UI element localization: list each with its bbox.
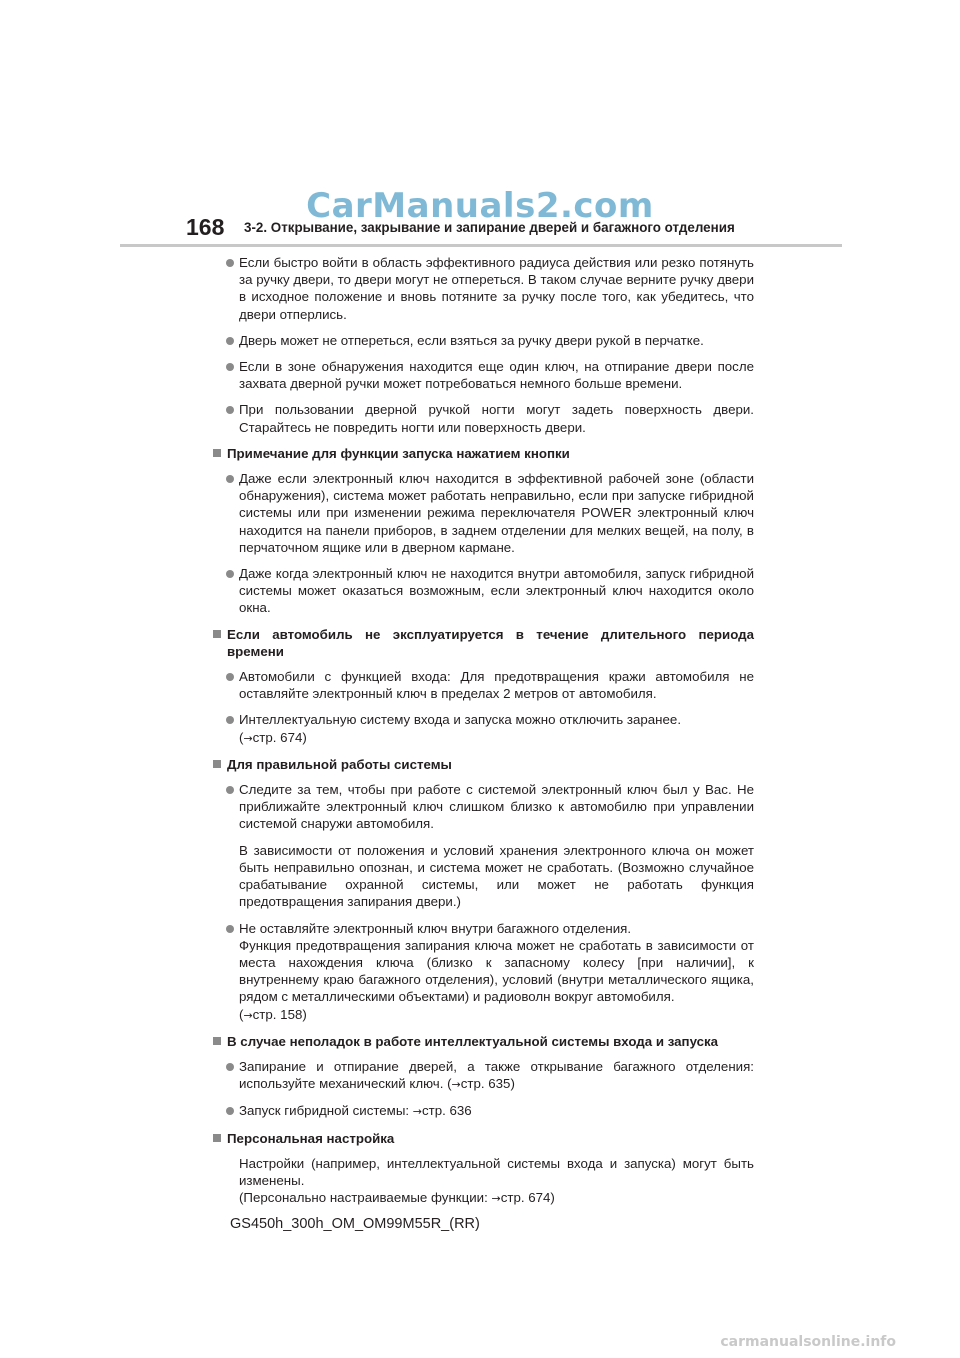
- subheading-text: Примечание для функции запуска нажатием кнопки: [227, 445, 570, 461]
- circle-bullet-icon: [226, 1107, 234, 1115]
- paragraph: [212, 1155, 754, 1208]
- bullet-text-main: Запуск гибридной системы:: [239, 1103, 410, 1119]
- square-heading-icon: [213, 1037, 221, 1045]
- bullet-item: [212, 711, 754, 746]
- bullet-text: Даже если электронный ключ находится в эффективной рабочей зоне (области обнаружения), система может работать неправильно, если при запуске гибридной системы или при изменении режима переключателя POWER электронный ключ находится на панели приборов, в заднем отделении для мелких вещей, на полу, в перчаточном ящике или в дверном кармане.: [239, 471, 754, 555]
- bullet-text-main: Интеллектуальную систему входа и запуска можно отключить заранее.: [239, 712, 682, 728]
- bullet-text: Дверь может не отпереться, если взяться за ручку двери рукой в перчатке.: [239, 332, 704, 348]
- arrow-right-icon: →: [491, 1192, 501, 1206]
- subheading: [212, 445, 754, 462]
- bullet-text: Автомобили с функцией входа: Для предотвращения кражи автомобиля не оставляйте электронный ключ в пределах 2 метров от автомобиля.: [239, 669, 754, 702]
- content: [212, 254, 754, 1216]
- arrow-right-icon: →: [451, 1078, 461, 1092]
- bullet-item: [212, 358, 754, 392]
- footer-manual-code: GS450h_300h_OM_OM99M55R_(RR): [230, 1216, 480, 1232]
- bullet-item: [212, 781, 754, 833]
- paragraph-text: В зависимости от положения и условий хранения электронного ключа он может быть неправильно опознан, и система может не сработать. (Возможно случайное срабатывание охранной системы, или может не работать функция предотвращения запирания двери.): [239, 842, 754, 910]
- bullet-item: [212, 332, 754, 349]
- subheading-text: Для правильной работы системы: [227, 756, 452, 772]
- arrow-right-icon: →: [243, 1008, 253, 1022]
- bullet-text: Если быстро войти в область эффективного радиуса действия или резко потянуть за ручку двери, то двери могут не отпереться. В таком случае верните ручку двери в исходное положение и вновь потяните за ручку после того, как убедитесь, что двери отперлись.: [239, 255, 754, 322]
- paragraph-ref-prefix: (Персонально настраиваемые функции:: [239, 1190, 488, 1206]
- square-heading-icon: [213, 760, 221, 768]
- circle-bullet-icon: [226, 570, 234, 578]
- circle-bullet-icon: [226, 406, 234, 414]
- bullet-text: При пользовании дверной ручкой ногти могут задеть поверхность двери. Старайтесь не повредить ногти или поверхность двери.: [239, 402, 754, 435]
- circle-bullet-icon: [226, 475, 234, 483]
- bullet-item: [212, 1102, 754, 1120]
- square-heading-icon: [213, 630, 221, 638]
- subheading-text: Если автомобиль не эксплуатируется в течение длительного периода времени: [227, 626, 754, 659]
- bullet-text: Интеллектуальную систему входа и запуска можно отключить заранее. (→стр. 674): [239, 712, 682, 745]
- bullet-text: [239, 1102, 754, 1120]
- page-reference[interactable]: стр. 635): [460, 1076, 515, 1092]
- paragraph-text: [239, 1155, 754, 1208]
- circle-bullet-icon: [226, 716, 234, 724]
- bullet-text-first-line: Не оставляйте электронный ключ внутри багажного отделения.: [239, 920, 632, 936]
- paragraph: [212, 842, 754, 911]
- arrow-right-icon: →: [412, 1105, 422, 1119]
- subheading-text: В случае неполадок в работе интеллектуальной системы входа и запуска: [227, 1033, 719, 1049]
- bullet-item: [212, 1058, 754, 1093]
- bullet-text: Даже когда электронный ключ не находится внутри автомобиля, запуск гибридной системы может оказаться возможным, если электронный ключ находится около окна.: [239, 566, 754, 616]
- bullet-text: [239, 1058, 754, 1093]
- bullet-item: [212, 254, 754, 323]
- circle-bullet-icon: [226, 1063, 234, 1071]
- bullet-item: [212, 565, 754, 617]
- bullet-text: Не оставляйте электронный ключ внутри багажного отделения. Функция предотвращения запирания ключа может не сработать в зависимости от места нахождения ключа (близко к запасному колесу [при наличии], к внутреннему краю багажного отделения), условий (внутри металлического ящика, рядом с металлическими объектами) и радиоволн вокруг автомобиля. (→стр. 158): [239, 920, 754, 1022]
- subheading: [212, 756, 754, 773]
- bullet-item: [212, 920, 754, 1024]
- section-title: 3-2. Открывание, закрывание и запирание дверей и багажного отделения: [244, 220, 735, 235]
- watermark-bottom: carmanualsonline.info: [720, 1334, 896, 1350]
- page-reference[interactable]: стр. 636: [422, 1103, 472, 1119]
- square-heading-icon: [213, 449, 221, 457]
- bullet-item: [212, 401, 754, 435]
- page-number: 168: [186, 214, 225, 240]
- circle-bullet-icon: [226, 786, 234, 794]
- circle-bullet-icon: [226, 337, 234, 345]
- subheading: [212, 1130, 754, 1147]
- page-reference[interactable]: стр. 158): [252, 1006, 307, 1022]
- bullet-text: Следите за тем, чтобы при работе с системой электронный ключ был у Вас. Не приближайте электронный ключ слишком близко к автомобилю при управлении системой снаружи автомобиля.: [239, 782, 754, 832]
- subheading: [212, 1033, 754, 1050]
- bullet-text-main: Запирание и отпирание дверей, а также открывание багажного отделения: используйте механический ключ. (: [239, 1058, 754, 1092]
- paragraph-text-main: Настройки (например, интеллектуальной системы входа и запуска) могут быть изменены.: [239, 1155, 754, 1188]
- page-reference[interactable]: стр. 674): [252, 729, 307, 745]
- subheading: [212, 626, 754, 660]
- page-reference[interactable]: стр. 674): [500, 1190, 555, 1206]
- circle-bullet-icon: [226, 363, 234, 371]
- square-heading-icon: [213, 1134, 221, 1142]
- bullet-item: [212, 470, 754, 556]
- circle-bullet-icon: [226, 673, 234, 681]
- watermark-top: CarManuals2.com: [306, 186, 654, 226]
- arrow-right-icon: →: [243, 731, 253, 745]
- circle-bullet-icon: [226, 925, 234, 933]
- header-rule: [120, 244, 842, 247]
- bullet-text: Если в зоне обнаружения находится еще один ключ, на отпирание двери после захвата дверной ручки может потребоваться немного больше времени.: [239, 359, 754, 392]
- bullet-text-main: Функция предотвращения запирания ключа может не сработать в зависимости от места нахождения ключа (близко к запасному колесу [при наличии], к внутреннему краю багажного отделения), условий (внутри металлического ящика, рядом с металлическими объектами) и радиоволн вокруг автомобиля.: [239, 937, 754, 1005]
- subheading-text: Персональная настройка: [227, 1130, 395, 1146]
- bullet-item: [212, 668, 754, 702]
- circle-bullet-icon: [226, 259, 234, 267]
